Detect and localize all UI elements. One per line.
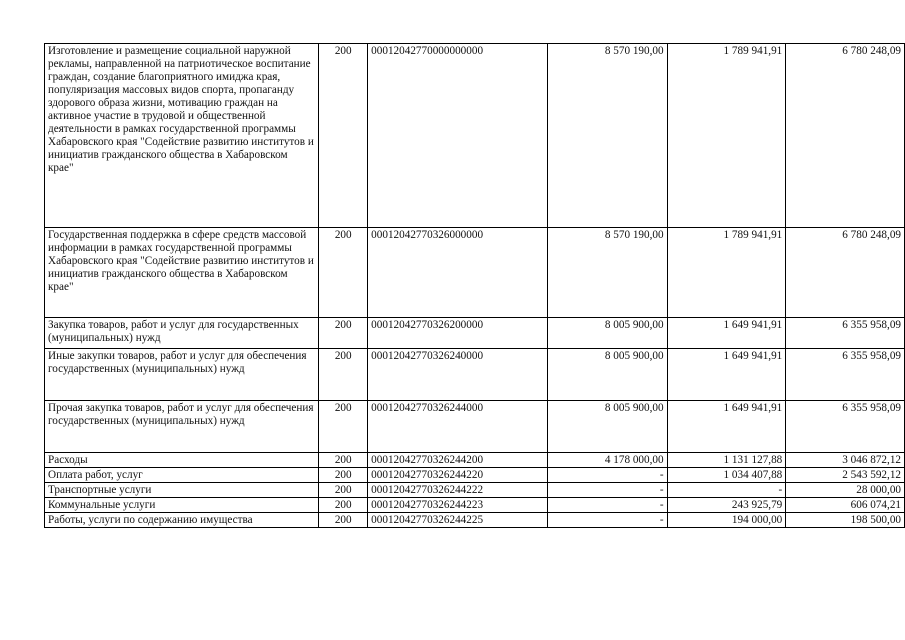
row-approved: 8 005 900,00	[547, 318, 667, 349]
row-executed: -	[667, 483, 786, 498]
row-code: 200	[319, 513, 368, 528]
row-approved: 4 178 000,00	[547, 453, 667, 468]
row-approved: -	[547, 483, 667, 498]
table-row	[45, 453, 905, 468]
row-kbk: 00012042770000000000	[368, 44, 548, 228]
table-row	[45, 44, 905, 228]
row-kbk: 00012042770326244223	[368, 498, 548, 513]
table-row	[45, 228, 905, 318]
row-name: Оплата работ, услуг	[45, 468, 319, 483]
row-remaining: 28 000,00	[786, 483, 905, 498]
row-remaining: 6 780 248,09	[786, 228, 905, 318]
row-remaining: 3 046 872,12	[786, 453, 905, 468]
row-code: 200	[319, 483, 368, 498]
row-name: Работы, услуги по содержанию имущества	[45, 513, 319, 528]
row-code: 200	[319, 44, 368, 228]
row-code: 200	[319, 401, 368, 453]
table-row	[45, 318, 905, 349]
row-executed: 1 789 941,91	[667, 228, 786, 318]
row-name: Государственная поддержка в сфере средств массовой информации в рамках государственной программы Хабаровского края "Содействие развитию институтов и инициатив гражданского общества в Хабаровском крае"	[45, 228, 319, 318]
row-approved: 8 570 190,00	[547, 44, 667, 228]
row-approved: -	[547, 498, 667, 513]
row-kbk: 00012042770326000000	[368, 228, 548, 318]
row-executed: 194 000,00	[667, 513, 786, 528]
row-executed: 1 649 941,91	[667, 349, 786, 401]
row-remaining: 606 074,21	[786, 498, 905, 513]
row-name: Закупка товаров, работ и услуг для государственных (муниципальных) нужд	[45, 318, 319, 349]
row-executed: 1 034 407,88	[667, 468, 786, 483]
row-code: 200	[319, 453, 368, 468]
row-executed: 243 925,79	[667, 498, 786, 513]
table-row	[45, 349, 905, 401]
row-kbk: 00012042770326244222	[368, 483, 548, 498]
row-executed: 1 649 941,91	[667, 318, 786, 349]
row-approved: 8 005 900,00	[547, 349, 667, 401]
row-name: Изготовление и размещение социальной наружной рекламы, направленной на патриотическое воспитание граждан, создание благоприятного имиджа края, популяризация массовых видов спорта, пропаганду здорового образа жизни, мотивацию граждан на активное участие в трудовой и общественной деятельности в рамках государственной программы Хабаровского края "Содействие развитию институтов и инициатив гражданского общества в Хабаровском крае"	[45, 44, 319, 228]
row-executed: 1 649 941,91	[667, 401, 786, 453]
row-approved: 8 570 190,00	[547, 228, 667, 318]
table-row	[45, 498, 905, 513]
budget-table	[44, 43, 905, 528]
row-code: 200	[319, 349, 368, 401]
row-name: Прочая закупка товаров, работ и услуг для обеспечения государственных (муниципальных) нужд	[45, 401, 319, 453]
row-remaining: 198 500,00	[786, 513, 905, 528]
row-kbk: 00012042770326244200	[368, 453, 548, 468]
row-kbk: 00012042770326244220	[368, 468, 548, 483]
row-kbk: 00012042770326244225	[368, 513, 548, 528]
row-name: Коммунальные услуги	[45, 498, 319, 513]
row-name: Иные закупки товаров, работ и услуг для обеспечения государственных (муниципальных) нужд	[45, 349, 319, 401]
row-approved: -	[547, 513, 667, 528]
row-remaining: 6 355 958,09	[786, 349, 905, 401]
table-row	[45, 513, 905, 528]
row-remaining: 6 355 958,09	[786, 318, 905, 349]
table-row	[45, 401, 905, 453]
row-remaining: 6 355 958,09	[786, 401, 905, 453]
table-row	[45, 468, 905, 483]
row-executed: 1 789 941,91	[667, 44, 786, 228]
row-remaining: 2 543 592,12	[786, 468, 905, 483]
row-remaining: 6 780 248,09	[786, 44, 905, 228]
row-code: 200	[319, 468, 368, 483]
row-kbk: 00012042770326240000	[368, 349, 548, 401]
row-kbk: 00012042770326200000	[368, 318, 548, 349]
row-approved: -	[547, 468, 667, 483]
row-code: 200	[319, 228, 368, 318]
row-code: 200	[319, 498, 368, 513]
row-name: Транспортные услуги	[45, 483, 319, 498]
row-name: Расходы	[45, 453, 319, 468]
row-approved: 8 005 900,00	[547, 401, 667, 453]
row-code: 200	[319, 318, 368, 349]
row-executed: 1 131 127,88	[667, 453, 786, 468]
row-kbk: 00012042770326244000	[368, 401, 548, 453]
table-row	[45, 483, 905, 498]
